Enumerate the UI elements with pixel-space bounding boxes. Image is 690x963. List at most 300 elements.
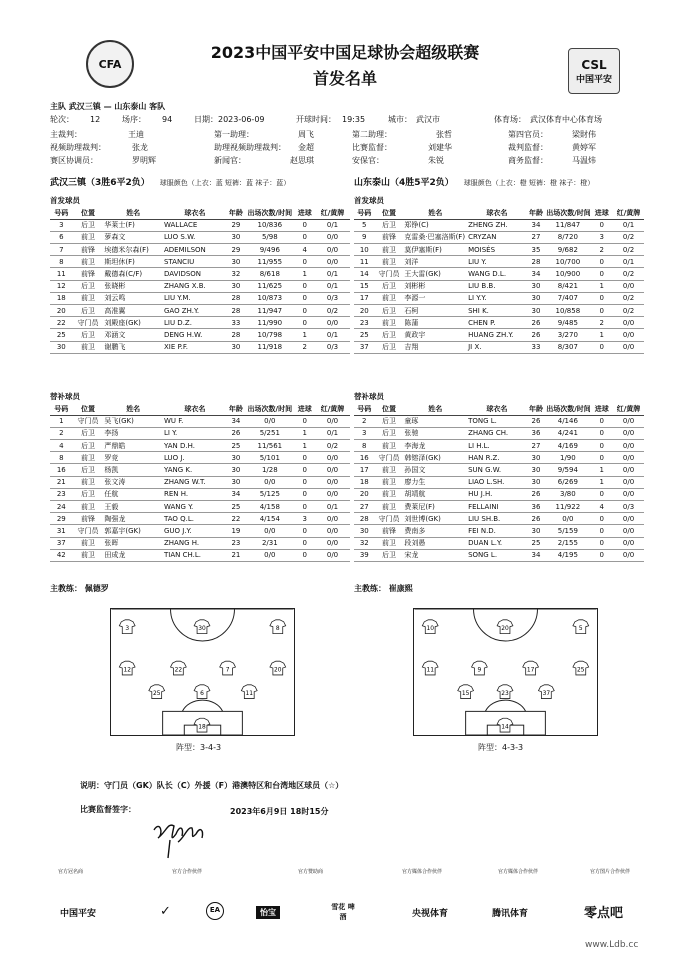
ref-observer-info: 裁判监督： 黄婷军	[508, 143, 596, 152]
table-cell: 0	[590, 256, 613, 268]
player-shirt	[270, 620, 286, 634]
table-cell: 10/858	[545, 305, 590, 317]
table-cell: 前卫	[73, 476, 104, 488]
table-cell: 前卫	[73, 231, 104, 243]
table-cell: 2/155	[545, 537, 590, 549]
table-cell: 30	[354, 525, 375, 537]
table-cell: HAN R.Z.	[467, 452, 527, 464]
table-cell: 前锋	[73, 244, 104, 256]
table-row	[354, 305, 644, 317]
shirt-number: 8	[275, 626, 280, 633]
table-cell: 0	[294, 256, 315, 268]
table-row	[50, 464, 350, 476]
table-cell: 0/3	[613, 501, 644, 513]
security-info: 安保官： 朱锐	[352, 156, 444, 165]
table-row	[354, 280, 644, 292]
table-cell: 李海龙	[403, 440, 467, 452]
table-cell: FELLAINI	[467, 501, 527, 513]
table-cell: 34	[227, 415, 245, 427]
table-cell: 0	[294, 537, 315, 549]
table-cell: 12	[50, 280, 73, 292]
table-cell: 3	[590, 231, 613, 243]
table-cell: 26	[527, 488, 546, 500]
column-header: 年龄	[227, 207, 245, 219]
player-shirt	[241, 685, 257, 699]
table-cell: 0/2	[613, 244, 644, 256]
table-cell: 0/3	[315, 341, 350, 353]
table-cell: 守门员	[73, 525, 104, 537]
player-shirt	[194, 718, 210, 732]
table-cell: 宋龙	[403, 549, 467, 561]
table-header-row	[50, 403, 350, 415]
table-row	[50, 329, 350, 341]
table-cell: XIE P.F.	[163, 341, 227, 353]
table-cell: LIU B.B.	[467, 280, 527, 292]
assessor-info: 赛区协调员： 罗明辉	[50, 156, 156, 165]
table-cell: LIU SH.B.	[467, 513, 527, 525]
table-cell: 前卫	[73, 549, 104, 561]
table-cell: 谢鹏飞	[103, 341, 163, 353]
column-header: 红/黄牌	[315, 403, 350, 415]
table-cell: 0	[590, 305, 613, 317]
table-row	[354, 244, 644, 256]
table-cell: 22	[50, 317, 73, 329]
sponsor-label-photo: 官方图片合作伙伴	[590, 869, 631, 875]
table-cell: 4/146	[545, 415, 590, 427]
table-cell: 4	[590, 501, 613, 513]
table-header-row	[50, 207, 350, 219]
table-row	[354, 525, 644, 537]
table-cell: 17	[354, 464, 375, 476]
table-cell: 郭嘉宇(GK)	[103, 525, 163, 537]
table-cell: 11/625	[245, 280, 294, 292]
table-cell: 前锋	[375, 525, 404, 537]
snow-beer-logo: 雪花 啤酒	[331, 903, 355, 921]
table-cell: 3	[354, 427, 375, 439]
table-cell: 0/2	[315, 305, 350, 317]
table-cell: 5/125	[245, 488, 294, 500]
table-cell: 前锋	[73, 513, 104, 525]
table-cell: 韩镕泽(GK)	[403, 452, 467, 464]
table-cell: 0/0	[613, 440, 644, 452]
table-cell: 8	[354, 440, 375, 452]
table-cell: 37	[50, 537, 73, 549]
table-cell: 27	[527, 440, 546, 452]
table-cell: 前卫	[73, 292, 104, 304]
table-cell: 30	[527, 280, 546, 292]
column-header: 姓名	[403, 207, 467, 219]
table-cell: 19	[227, 525, 245, 537]
column-header: 进球	[590, 403, 613, 415]
table-cell: 8/421	[545, 280, 590, 292]
table-cell: 25	[227, 501, 245, 513]
table-cell: 0/1	[315, 427, 350, 439]
table-cell: 4	[50, 440, 73, 452]
table-cell: 28	[227, 305, 245, 317]
table-row	[50, 476, 350, 488]
table-cell: 0	[294, 501, 315, 513]
table-cell: 9	[354, 231, 375, 243]
table-cell: 0	[590, 427, 613, 439]
column-header: 号码	[50, 403, 73, 415]
player-shirt	[573, 661, 589, 675]
table-cell: YANG K.	[163, 464, 227, 476]
away-team-head: 山东泰山（4胜5平2负） 球服颜色（上衣：橙 短裤：橙 袜子：橙）	[354, 178, 595, 188]
table-cell: 0/0	[315, 488, 350, 500]
table-cell: 杨凯	[103, 464, 163, 476]
table-cell: 34	[527, 219, 546, 231]
table-cell: 0/0	[613, 280, 644, 292]
table-cell: 24	[50, 501, 73, 513]
column-header: 位置	[375, 207, 404, 219]
away-subs-label: 替补球员	[354, 392, 384, 401]
column-header: 姓名	[103, 207, 163, 219]
shirt-number: 30	[198, 626, 206, 633]
table-cell: 0/1	[613, 256, 644, 268]
column-header: 红/黄牌	[613, 207, 644, 219]
table-cell: 1	[294, 440, 315, 452]
table-row	[50, 427, 350, 439]
shirt-number: 5	[578, 626, 583, 633]
table-cell: 28	[227, 292, 245, 304]
column-header: 球衣名	[163, 207, 227, 219]
table-cell: 0/0	[613, 329, 644, 341]
table-cell: 孙国文	[403, 464, 467, 476]
table-cell: 0	[590, 537, 613, 549]
away-formation: 阵型：4-3-3	[478, 743, 524, 752]
table-cell: 4/158	[245, 501, 294, 513]
table-cell: 王大雷(GK)	[403, 268, 467, 280]
stadium-info: 体育场： 武汉体育中心体育场	[494, 115, 602, 124]
cbest-logo: 怡宝	[256, 906, 280, 919]
table-cell: 22	[227, 513, 245, 525]
table-cell: 0/0	[315, 244, 350, 256]
table-row	[354, 501, 644, 513]
table-cell: 守门员	[73, 317, 104, 329]
supervisor-info: 比赛监督： 刘建华	[352, 143, 452, 152]
player-shirt	[220, 661, 236, 675]
column-header: 进球	[590, 207, 613, 219]
table-cell: 田成龙	[103, 549, 163, 561]
table-cell: 后卫	[375, 427, 404, 439]
table-cell: 11	[354, 256, 375, 268]
sponsor-label-sponsor: 官方赞助商	[298, 869, 324, 875]
table-cell: 26	[527, 513, 546, 525]
table-cell: 费莱尼(F)	[403, 501, 467, 513]
shirt-number: 10	[426, 626, 434, 633]
table-cell: 5/98	[245, 231, 294, 243]
table-cell: 戴德森(C/F)	[103, 268, 163, 280]
table-row	[50, 488, 350, 500]
table-cell: 0/0	[245, 415, 294, 427]
table-cell: 0	[590, 292, 613, 304]
table-cell: 35	[527, 244, 546, 256]
table-cell: 1	[590, 476, 613, 488]
table-cell: WANG Y.	[163, 501, 227, 513]
table-cell: 0	[294, 488, 315, 500]
player-shirt	[497, 718, 513, 732]
table-row	[354, 341, 644, 353]
table-cell: ZHANG CH.	[467, 427, 527, 439]
column-header: 红/黄牌	[613, 403, 644, 415]
table-header-row	[354, 207, 644, 219]
table-cell: 克雷桑·巴塞洛斯(F)	[403, 231, 467, 243]
column-header: 出场次数/时间	[245, 207, 294, 219]
table-cell: 0/0	[315, 476, 350, 488]
table-cell: 20	[50, 305, 73, 317]
page-subtitle: 首发名单	[312, 69, 377, 88]
table-row	[354, 476, 644, 488]
table-cell: LIU Y.M.	[163, 292, 227, 304]
table-cell: 23	[227, 537, 245, 549]
round-info: 轮次： 12	[50, 115, 101, 124]
table-cell: ZHENG ZH.	[467, 219, 527, 231]
table-cell: 3	[294, 513, 315, 525]
table-row	[354, 513, 644, 525]
table-cell: 0/0	[315, 549, 350, 561]
player-shirt	[538, 685, 554, 699]
table-cell: 36	[527, 427, 546, 439]
shirt-number: 14	[501, 724, 509, 731]
table-cell: 0/0	[315, 513, 350, 525]
table-cell: FEI N.D.	[467, 525, 527, 537]
shirt-number: 25	[152, 691, 161, 698]
table-row	[50, 415, 350, 427]
table-cell: 30	[527, 525, 546, 537]
table-cell: 23	[50, 488, 73, 500]
table-cell: 前卫	[375, 501, 404, 513]
table-row	[354, 231, 644, 243]
table-cell: 2	[354, 415, 375, 427]
table-row	[50, 501, 350, 513]
table-cell: REN H.	[163, 488, 227, 500]
table-cell: 30	[527, 452, 546, 464]
table-cell: 黄政宇	[403, 329, 467, 341]
table-cell: 刘殿座(GK)	[103, 317, 163, 329]
table-cell: 11/947	[245, 305, 294, 317]
table-cell: TIAN CH.L.	[163, 549, 227, 561]
table-cell: 0/0	[613, 317, 644, 329]
table-cell: 8/307	[545, 341, 590, 353]
table-cell: 30	[227, 452, 245, 464]
table-cell: 6/269	[545, 476, 590, 488]
table-cell: TONG L.	[467, 415, 527, 427]
table-cell: 后卫	[375, 341, 404, 353]
table-cell: 后卫	[73, 305, 104, 317]
table-cell: 张晓彬	[103, 280, 163, 292]
column-header: 位置	[73, 403, 104, 415]
table-cell: 王毅	[103, 501, 163, 513]
table-cell: 胡靖航	[403, 488, 467, 500]
shirt-number: 17	[526, 667, 535, 674]
table-row	[354, 549, 644, 561]
table-cell: 0/1	[315, 329, 350, 341]
table-cell: 11	[50, 268, 73, 280]
table-cell: 1	[590, 464, 613, 476]
column-header: 号码	[354, 207, 375, 219]
table-cell: TAO Q.L.	[163, 513, 227, 525]
column-header: 球衣名	[467, 207, 527, 219]
table-cell: 10/836	[245, 219, 294, 231]
cfa-logo: CFA	[86, 40, 134, 88]
table-row	[50, 525, 350, 537]
column-header: 位置	[73, 207, 104, 219]
table-cell: 25	[50, 329, 73, 341]
table-cell: 30	[227, 476, 245, 488]
table-cell: 8	[50, 256, 73, 268]
table-cell: 9/496	[245, 244, 294, 256]
shirt-number: 3	[125, 626, 130, 633]
shirt-number: 6	[200, 691, 204, 698]
table-cell: 0/2	[613, 292, 644, 304]
table-row	[354, 452, 644, 464]
signature-label: 比赛监督签字：	[80, 805, 136, 814]
table-cell: DAVIDSON	[163, 268, 227, 280]
table-cell: WANG D.L.	[467, 268, 527, 280]
table-cell: 0/0	[245, 476, 294, 488]
var-info: 视频助理裁判： 张龙	[50, 143, 148, 152]
column-header: 出场次数/时间	[245, 403, 294, 415]
table-cell: 2	[294, 341, 315, 353]
table-cell: 0/0	[613, 488, 644, 500]
teams-line: 主队 武汉三镇 — 山东泰山 客队	[50, 102, 166, 111]
table-cell: 26	[527, 317, 546, 329]
table-cell: 后卫	[375, 549, 404, 561]
table-cell: SONG L.	[467, 549, 527, 561]
player-shirt	[458, 685, 474, 699]
table-cell: 18	[354, 476, 375, 488]
table-cell: 9/594	[545, 464, 590, 476]
table-cell: 21	[227, 549, 245, 561]
table-cell: LIAO L.SH.	[467, 476, 527, 488]
table-cell: 萝森文	[103, 231, 163, 243]
table-cell: 刘世博(GK)	[403, 513, 467, 525]
table-cell: 守门员	[375, 513, 404, 525]
table-cell: 0	[590, 549, 613, 561]
column-header: 号码	[354, 403, 375, 415]
table-cell: 14	[354, 268, 375, 280]
table-cell: 后卫	[73, 488, 104, 500]
table-cell: SHI K.	[467, 305, 527, 317]
table-cell: LI H.L.	[467, 440, 527, 452]
table-cell: 23	[354, 317, 375, 329]
table-row	[354, 488, 644, 500]
table-cell: 0/1	[315, 280, 350, 292]
table-cell: 后卫	[73, 427, 104, 439]
table-cell: 高准翼	[103, 305, 163, 317]
column-header: 年龄	[227, 403, 245, 415]
table-cell: ADEMILSON	[163, 244, 227, 256]
table-cell: 29	[227, 219, 245, 231]
ar1-info: 第一助理： 周飞	[214, 130, 314, 139]
table-cell: 0/0	[315, 464, 350, 476]
table-cell: ZHANG X.B.	[163, 280, 227, 292]
table-row	[354, 440, 644, 452]
table-cell: 0/0	[613, 537, 644, 549]
column-header: 进球	[294, 403, 315, 415]
shirt-number: 18	[198, 724, 206, 731]
cctv-sports-logo: 央视体育	[412, 909, 449, 919]
table-cell: 0	[294, 525, 315, 537]
tencent-sports-logo: 腾讯体育	[492, 909, 529, 919]
column-header: 球衣名	[163, 403, 227, 415]
table-cell: 李扬	[103, 427, 163, 439]
table-cell: 费南多	[403, 525, 467, 537]
table-cell: 4/154	[245, 513, 294, 525]
table-cell: 9/682	[545, 244, 590, 256]
column-header: 出场次数/时间	[545, 207, 590, 219]
table-cell: 0	[590, 219, 613, 231]
player-shirt	[119, 620, 135, 634]
table-cell: 前锋	[73, 268, 104, 280]
away-starters-label: 首发球员	[354, 196, 384, 205]
table-cell: 3/80	[545, 488, 590, 500]
table-cell: 0/0	[315, 415, 350, 427]
table-cell: 30	[227, 464, 245, 476]
table-cell: 30	[227, 256, 245, 268]
table-cell: 30	[527, 464, 546, 476]
referee-info: 主裁判： 王迪	[50, 130, 144, 139]
away-subs-table	[354, 403, 644, 562]
table-cell: 张文涛	[103, 476, 163, 488]
table-cell: 0/0	[315, 452, 350, 464]
table-cell: 26	[227, 427, 245, 439]
table-cell: WALLACE	[163, 219, 227, 231]
table-cell: 0/0	[613, 513, 644, 525]
table-cell: 11/990	[245, 317, 294, 329]
table-header-row	[354, 403, 644, 415]
table-cell: 前锋	[375, 231, 404, 243]
table-cell: 10/798	[245, 329, 294, 341]
page-title: 2023中国平安中国足球协会超级联赛	[210, 43, 480, 62]
column-header: 姓名	[103, 403, 163, 415]
table-cell: 28	[527, 256, 546, 268]
legend-note: 说明：守门员（GK）队长（C）外援（F）港澳特区和台湾地区球员（☆）	[80, 781, 344, 790]
player-shirt	[472, 661, 488, 675]
watermark-url: www.Ldb.cc	[585, 940, 639, 950]
table-cell: 廖力生	[403, 476, 467, 488]
player-shirt	[422, 620, 438, 634]
column-header: 出场次数/时间	[545, 403, 590, 415]
player-shirt	[523, 661, 539, 675]
table-cell: GAO ZH.Y.	[163, 305, 227, 317]
table-row	[354, 427, 644, 439]
table-cell: 刘彬彬	[403, 280, 467, 292]
table-cell: 华莱士(F)	[103, 219, 163, 231]
shirt-number: 12	[123, 667, 131, 674]
table-cell: 前卫	[73, 452, 104, 464]
nike-logo: ✓	[160, 904, 171, 919]
home-subs-table	[50, 403, 350, 562]
table-cell: 8	[50, 452, 73, 464]
table-cell: 5/159	[545, 525, 590, 537]
table-row	[354, 268, 644, 280]
table-cell: 7/407	[545, 292, 590, 304]
table-cell: 张驰	[403, 427, 467, 439]
table-cell: 4	[294, 244, 315, 256]
table-cell: 5/251	[245, 427, 294, 439]
table-cell: 10/873	[245, 292, 294, 304]
table-cell: 后卫	[73, 329, 104, 341]
table-cell: 33	[527, 341, 546, 353]
table-cell: 7	[50, 244, 73, 256]
shirt-number: 7	[225, 667, 230, 674]
table-cell: 6	[50, 231, 73, 243]
table-cell: 2	[590, 317, 613, 329]
table-cell: 前卫	[375, 476, 404, 488]
table-cell: 前卫	[375, 440, 404, 452]
column-header: 年龄	[527, 207, 546, 219]
